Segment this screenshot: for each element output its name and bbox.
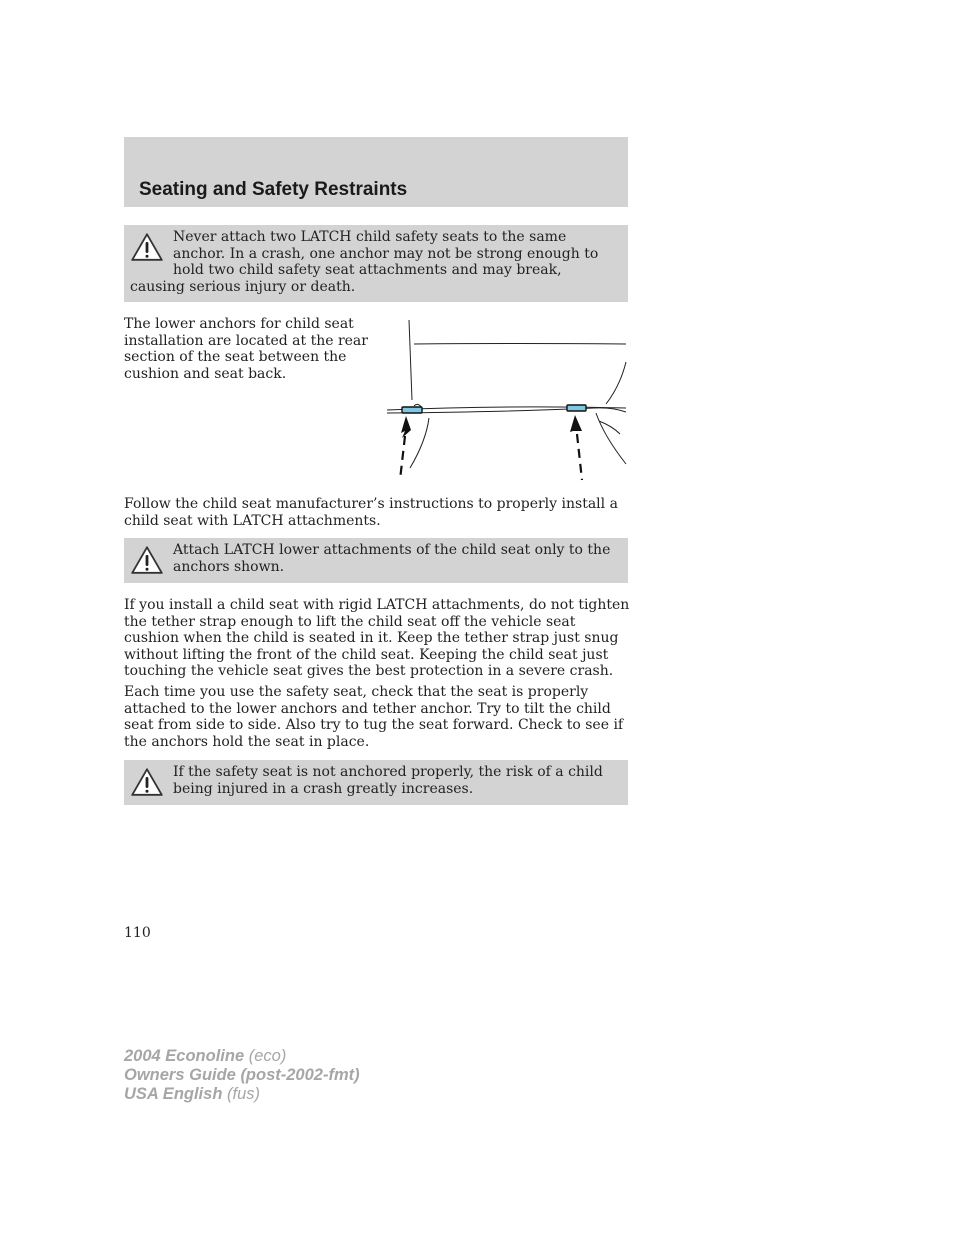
cushion-front-right <box>596 413 626 464</box>
arrow-right <box>570 415 582 480</box>
footer-line-model <box>124 1047 360 1066</box>
follow-instructions-paragraph: Follow the child seat manufacturer’s instructions to properly install a child seat with LATCH attachments. <box>124 496 618 529</box>
warning-box <box>124 225 628 302</box>
section-header <box>124 137 628 207</box>
page-title: Seating and Safety Restraints <box>139 179 408 200</box>
document-footer <box>124 1047 360 1104</box>
footer-line-guide <box>124 1066 360 1085</box>
warning-box <box>124 760 628 805</box>
footer-line-language <box>124 1085 360 1104</box>
seat-side-curve <box>606 362 626 404</box>
warning-triangle-icon <box>130 766 164 798</box>
lower-anchors-illustration <box>384 316 630 488</box>
seat-back-top <box>414 344 626 345</box>
arrow-left <box>400 416 411 480</box>
footer-guide: Owners Guide (post-2002-fmt) <box>124 1066 360 1084</box>
warning-text: If the safety seat is not anchored properly, the risk of a child being injured in a crash greatly increases. <box>173 764 603 797</box>
warning-triangle-icon <box>130 231 164 263</box>
rigid-latch-paragraph: If you install a child seat with rigid LATCH attachments, do not tighten the tether strap enough to lift the child seat off the vehicle seat cushion when the child is seated in it. Keep the tether strap just snug without lifting the front of the child seat. Keeping the child seat just touching the vehicle seat gives the best protection in a severe crash. <box>124 597 630 679</box>
page-number: 110 <box>124 925 151 941</box>
warning-text: Attach LATCH lower attachments of the child seat only to the anchors shown. <box>173 542 611 575</box>
warning-box <box>124 538 628 583</box>
warning-text: Never attach two LATCH child safety seats to the same anchor. In a crash, one anchor may not be strong enough to hold two child safety seat attachments and may break, causing serious injury or death. <box>130 229 599 295</box>
lower-anchor-left <box>402 407 422 413</box>
lower-anchor-right <box>567 405 586 411</box>
footer-model-code: (eco) <box>248 1047 287 1065</box>
footer-language: USA English <box>124 1085 223 1103</box>
each-time-paragraph: Each time you use the safety seat, check that the seat is properly attached to the lower anchors and tether anchor. Try to tilt the child seat from side to side. Also try to tug the seat forward. Check to see if the anchors hold the seat in place. <box>124 684 624 750</box>
cushion-front-left <box>410 418 429 468</box>
anchor-location-paragraph: The lower anchors for child seat installation are located at the rear section of the seat between the cushion and seat back. <box>124 316 368 382</box>
footer-model: 2004 Econoline <box>124 1047 245 1065</box>
seat-back-edge <box>409 320 412 400</box>
footer-language-code: (fus) <box>227 1085 260 1103</box>
warning-triangle-icon <box>130 544 164 576</box>
